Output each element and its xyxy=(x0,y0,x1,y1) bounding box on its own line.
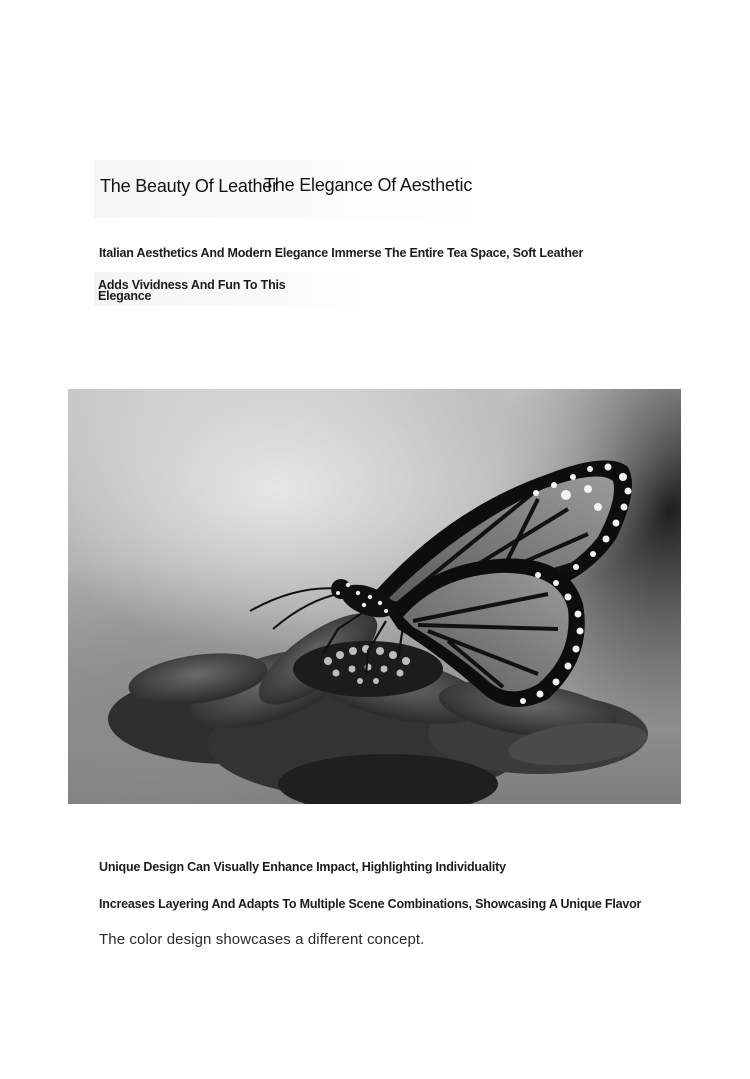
heading-title-secondary: The Elegance Of Aesthetic xyxy=(264,175,473,195)
butterfly-illustration xyxy=(68,389,681,804)
heading-title-primary: The Beauty Of Leather xyxy=(100,176,278,196)
caption-line-2: Increases Layering And Adapts To Multiple Scene Combinations, Showcasing A Unique Flavor xyxy=(99,897,642,911)
caption-line-1: Unique Design Can Visually Enhance Impact, Highlighting Individuality xyxy=(99,860,506,874)
intro-line-1: Italian Aesthetics And Modern Elegance Immerse The Entire Tea Space, Soft Leather xyxy=(99,246,584,260)
caption-note: The color design showcases a different concept. xyxy=(99,931,425,948)
intro-line-3: Elegance xyxy=(98,289,152,303)
butterfly-photo xyxy=(68,389,681,804)
intro-line-2: Adds Vividness And Fun To This xyxy=(98,278,286,292)
